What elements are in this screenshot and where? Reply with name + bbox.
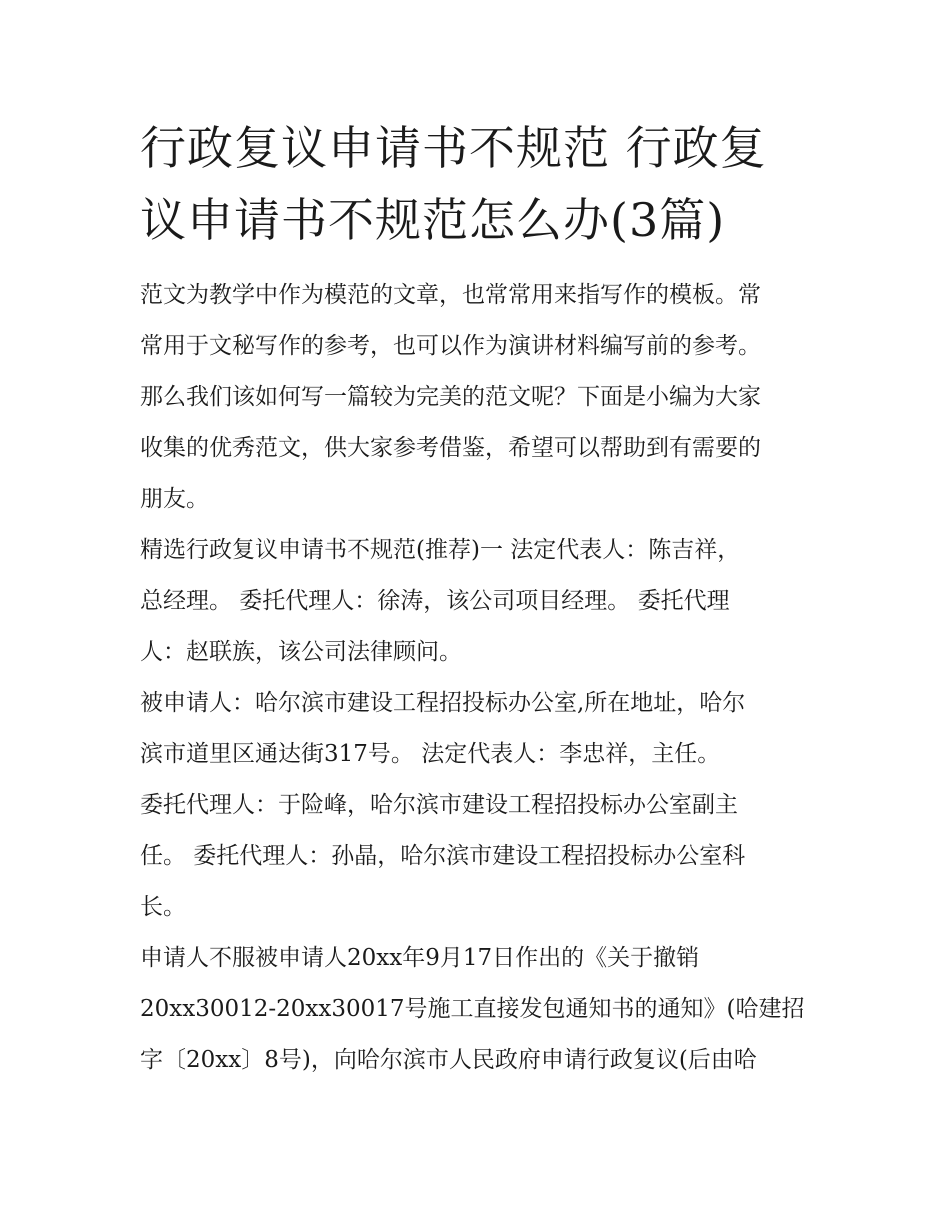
text-line: 委托代理人：于险峰，哈尔滨市建设工程招投标办公室副主 — [140, 792, 738, 818]
text-line: 那么我们该如何写一篇较为完美的范文呢？下面是小编为大家 — [140, 384, 761, 410]
text-line: 范文为教学中作为模范的文章，也常常用来指写作的模板。常 — [140, 282, 761, 308]
text-line: 字〔20xx〕8号)，向哈尔滨市人民政府申请行政复议(后由哈 — [140, 1047, 757, 1073]
text-line: 申请人不服被申请人20xx年9月17日作出的《关于撤销 — [140, 945, 700, 971]
applicant-paragraph — [140, 525, 820, 678]
text-line: 被申请人：哈尔滨市建设工程招投标办公室,所在地址，哈尔 — [140, 690, 746, 716]
text-line: 20xx30012-20xx30017号施工直接发包通知书的通知》(哈建招 — [140, 996, 805, 1022]
title-line: 行政复议申请书不规范 行政复 — [140, 121, 767, 175]
intro-paragraph — [140, 270, 820, 525]
agents-paragraph — [140, 780, 820, 933]
text-line: 朋友。 — [140, 486, 209, 512]
text-line: 任。 委托代理人：孙晶，哈尔滨市建设工程招投标办公室科 — [140, 843, 746, 869]
document-title — [140, 112, 820, 256]
text-line: 收集的优秀范文，供大家参考借鉴，希望可以帮助到有需要的 — [140, 435, 761, 461]
text-line: 总经理。 委托代理人：徐涛，该公司项目经理。 委托代理 — [140, 588, 730, 614]
document-page — [140, 112, 820, 1086]
request-paragraph — [140, 933, 820, 1086]
text-line: 长。 — [140, 894, 186, 920]
text-line: 滨市道里区通达街317号。 法定代表人：李忠祥，主任。 — [140, 741, 721, 767]
title-line: 议申请书不规范怎么办(3篇) — [140, 193, 726, 247]
text-line: 常用于文秘写作的参考，也可以作为演讲材料编写前的参考。 — [140, 333, 761, 359]
text-line: 人：赵联族，该公司法律顾问。 — [140, 639, 462, 665]
respondent-paragraph — [140, 678, 820, 780]
text-line: 精选行政复议申请书不规范(推荐)一 法定代表人：陈吉祥， — [140, 537, 741, 563]
